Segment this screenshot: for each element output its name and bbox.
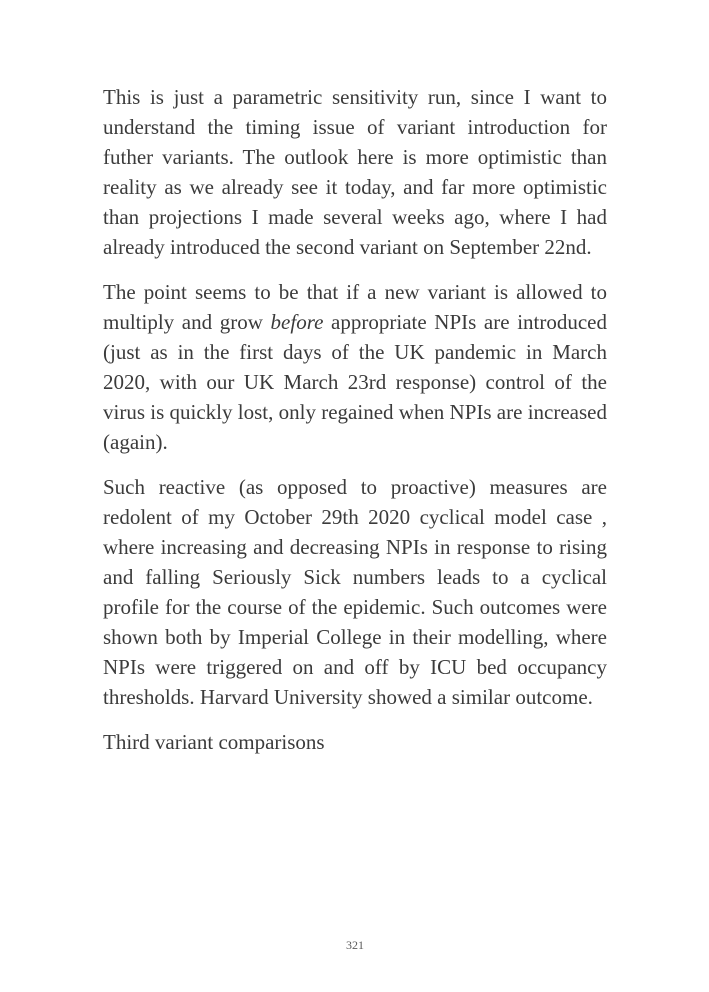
paragraph-2-text-end: appropriate NPIs are introduced (just as in the first days of the UK pandemic in March 2020, with our UK March 23rd response) control of the virus is quickly lost, only regained when NPIs are increased (again). bbox=[103, 310, 607, 454]
page-number: 321 bbox=[346, 938, 364, 952]
paragraph-2 bbox=[103, 277, 607, 457]
paragraph-1: This is just a parametric sensitivity run, since I want to understand the timing issue of variant introduction for futher variants. The outlook here is more optimistic than reality as we already see it today, and far more optimistic than projections I made several weeks ago, where I had already introduced the second variant on September 22nd. bbox=[103, 85, 607, 259]
paragraph-3: Such reactive (as opposed to proactive) measures are redolent of my October 29th 2020 cyclical model case , where increasing and decreasing NPIs in response to rising and falling Seriously Sick numbers leads to a cyclical profile for the course of the epidemic. Such outcomes were shown both by Imperial College in their modelling, where NPIs were triggered on and off by ICU bed occupancy thresholds. Harvard University showed a similar outcome. bbox=[103, 475, 607, 709]
page-content bbox=[103, 82, 607, 772]
italic-word-before: before bbox=[270, 310, 324, 334]
paragraph-4: Third variant comparisons bbox=[103, 730, 325, 754]
paragraph-2-text-start: The point seems to be that if a new variant is allowed to multiply and grow bbox=[103, 280, 607, 334]
